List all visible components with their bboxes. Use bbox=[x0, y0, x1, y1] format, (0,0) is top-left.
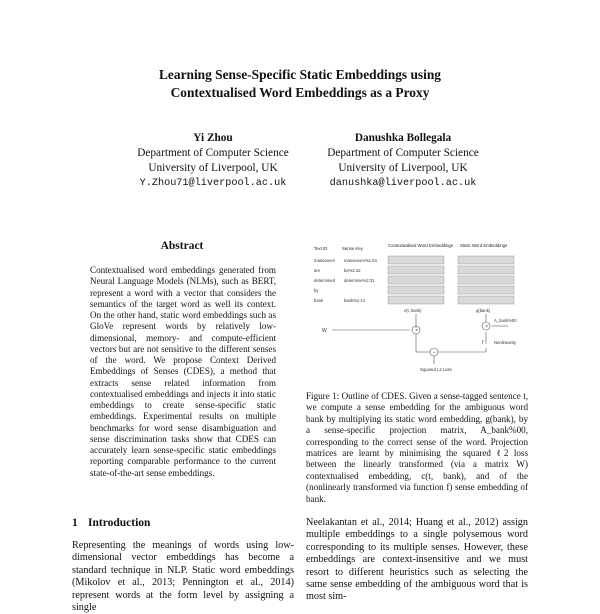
title-line-1: Learning Sense-Specific Static Embeddings using bbox=[159, 67, 441, 82]
fig-row-word: determined bbox=[314, 278, 335, 283]
fig-label-nonlinearity: Nonlinearity bbox=[494, 340, 517, 345]
fig-col-static: Static Word Embeddings bbox=[460, 243, 508, 248]
abstract-text: Contextualised word embeddings generated from Neural Language Models (NLMs), such as BERT, represent a word with a vector that considers the semantics of the target word as well its context. On the other hand, static word embeddings such as GloVe represent words by relatively low-dimensional, memory- and compute-efficient vectors but are not sensitive to the different senses of the word. We propose Context Derived Embeddings of Senses (CDES), a method that extracts sense related information from contextualised embeddings and injects it into static embeddings to create sense-specific static embeddings. Experimental results on multiple benchmarks for word sense disambiguation and sense discrimination tasks show that CDES can accurately learn sense-specific static embeddings reporting comparable performance to the current state-of-the-art sense embeddings. bbox=[90, 265, 276, 478]
section-heading bbox=[72, 517, 150, 529]
fig-label-loss: Squared L2 Loss bbox=[420, 367, 452, 372]
author-name: Yi Zhou bbox=[193, 132, 233, 144]
author-dept: Department of Computer Science bbox=[137, 147, 289, 159]
author-name: Danushka Bollegala bbox=[354, 132, 452, 144]
abstract-heading: Abstract bbox=[160, 240, 204, 252]
fig-label-f: f bbox=[482, 340, 484, 346]
fig-label-a: A_bank%00 bbox=[494, 318, 517, 323]
fig-label-c: c(t, bank) bbox=[404, 308, 422, 313]
intro-text-right: Neelakantan et al., 2014; Huang et al., 2012) assign multiple embeddings to a single polysemous word corresponding to its multiple senses. However, these embeddings are context-insensitive and we must resort to different heuristics such as selecting the same sense embedding of the ambiguous word that is most sim- bbox=[306, 517, 528, 603]
title-line-2: Contextualised Word Embeddings as a Proxy bbox=[170, 85, 430, 100]
section-title: Introduction bbox=[88, 517, 151, 529]
fig-row-key: determine%2:31 bbox=[344, 278, 375, 283]
section-number: 1 bbox=[72, 517, 78, 529]
author-univ: University of Liverpool, UK bbox=[148, 162, 278, 174]
author-email: Y.Zhou71@liverpool.ac.uk bbox=[139, 178, 287, 189]
author-dept: Department of Computer Science bbox=[327, 147, 479, 159]
fig-label-g: g(bank) bbox=[476, 308, 491, 313]
figure-caption: Figure 1: Outline of CDES. Given a sense-tagged sentence t, we compute a sense embedding for the ambiguous word bank by multiplying its static word embedding, g(bank), by a sense-specific projection matrix, A_bank%00, corresponding to the correct sense of the word. Projection matrices are learnt by minimising the squared ℓ2 loss between the linearly transformed (via a matrix W) contextualised embedding, c(t, bank), and of the (nonlinearly transformed via function f) sense embedding of bank. bbox=[306, 391, 528, 504]
fig-row-key: be%2:42 bbox=[344, 268, 361, 273]
fig-row-word: by bbox=[314, 288, 319, 293]
fig-col-contextualised: Contextualised Word Embeddings bbox=[388, 243, 453, 248]
paper-title bbox=[60, 66, 540, 102]
fig-row-word: bank bbox=[314, 298, 324, 303]
fig-times-symbol: × bbox=[485, 324, 488, 330]
fig-contextualised-cells bbox=[388, 256, 444, 304]
author-univ: University of Liverpool, UK bbox=[338, 162, 468, 174]
fig-col-sense-key: Sense Key bbox=[342, 246, 363, 251]
author-email: danushka@liverpool.ac.uk bbox=[329, 178, 477, 189]
figure-diagram bbox=[312, 240, 524, 380]
fig-label-w: W bbox=[322, 328, 327, 334]
fig-times-symbol: × bbox=[415, 328, 418, 334]
fig-connectors bbox=[332, 314, 508, 364]
fig-row-word: are bbox=[314, 268, 321, 273]
fig-row-word: manoeuvre bbox=[314, 258, 335, 263]
fig-row-key: bank%1:14 bbox=[344, 298, 365, 303]
fig-row-words bbox=[314, 258, 377, 303]
intro-text-left: Representing the meanings of words using low-dimensional vector embeddings has become a standard technique in NLP. Static word embeddings (Mikolov et al., 2013; Pennington et al., 2014) represent words at the form level by assigning a single bbox=[72, 540, 294, 614]
fig-static-cells bbox=[458, 256, 514, 304]
fig-row-key: manoeuvre%1:04 bbox=[344, 258, 377, 263]
author-block-2 bbox=[288, 131, 518, 191]
figure-1 bbox=[312, 240, 524, 380]
fig-minus-symbol: − bbox=[433, 350, 436, 356]
fig-col-text-id: Text ID bbox=[314, 246, 328, 251]
